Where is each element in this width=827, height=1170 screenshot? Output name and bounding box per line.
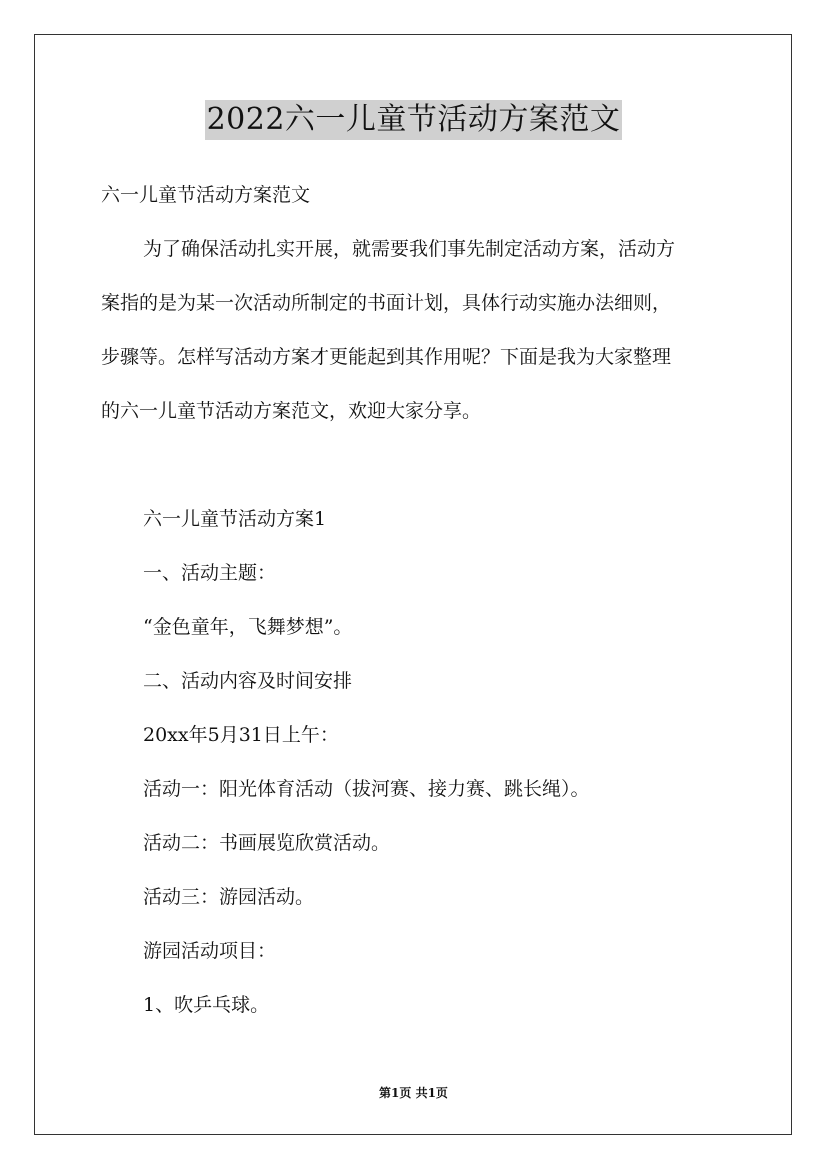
- intro-line: 的六一儿童节活动方案范文，欢迎大家分享。: [101, 400, 482, 422]
- intro-line: 步骤等。怎样写活动方案才更能起到其作用呢？下面是我为大家整理: [101, 346, 672, 368]
- document-subtitle: 六一儿童节活动方案范文: [101, 184, 311, 206]
- body-line: 游园活动项目：: [143, 940, 277, 962]
- body-line: 20xx年5月31日上午：: [143, 724, 339, 746]
- intro-line: 为了确保活动扎实开展，就需要我们事先制定活动方案，活动方: [143, 238, 676, 260]
- intro-line: 案指的是为某一次活动所制定的书面计划，具体行动实施办法细则，: [101, 292, 672, 314]
- title-container: [0, 100, 827, 140]
- page-number: 第1页 共1页: [379, 1086, 448, 1100]
- body-line: 1、吹乒乓球。: [143, 994, 270, 1016]
- body-line: 活动二：书画展览欣赏活动。: [143, 832, 391, 854]
- body-line: 一、活动主题：: [143, 562, 277, 584]
- section-heading: 六一儿童节活动方案1: [143, 508, 327, 530]
- document-title: 2022六一儿童节活动方案范文: [205, 100, 623, 140]
- body-line: 二、活动内容及时间安排: [143, 670, 353, 692]
- body-line: 活动三：游园活动。: [143, 886, 315, 908]
- body-line: 活动一：阳光体育活动（拔河赛、接力赛、跳长绳）。: [143, 778, 590, 800]
- page-footer: [0, 1085, 827, 1101]
- body-line: “金色童年，飞舞梦想”。: [143, 616, 353, 638]
